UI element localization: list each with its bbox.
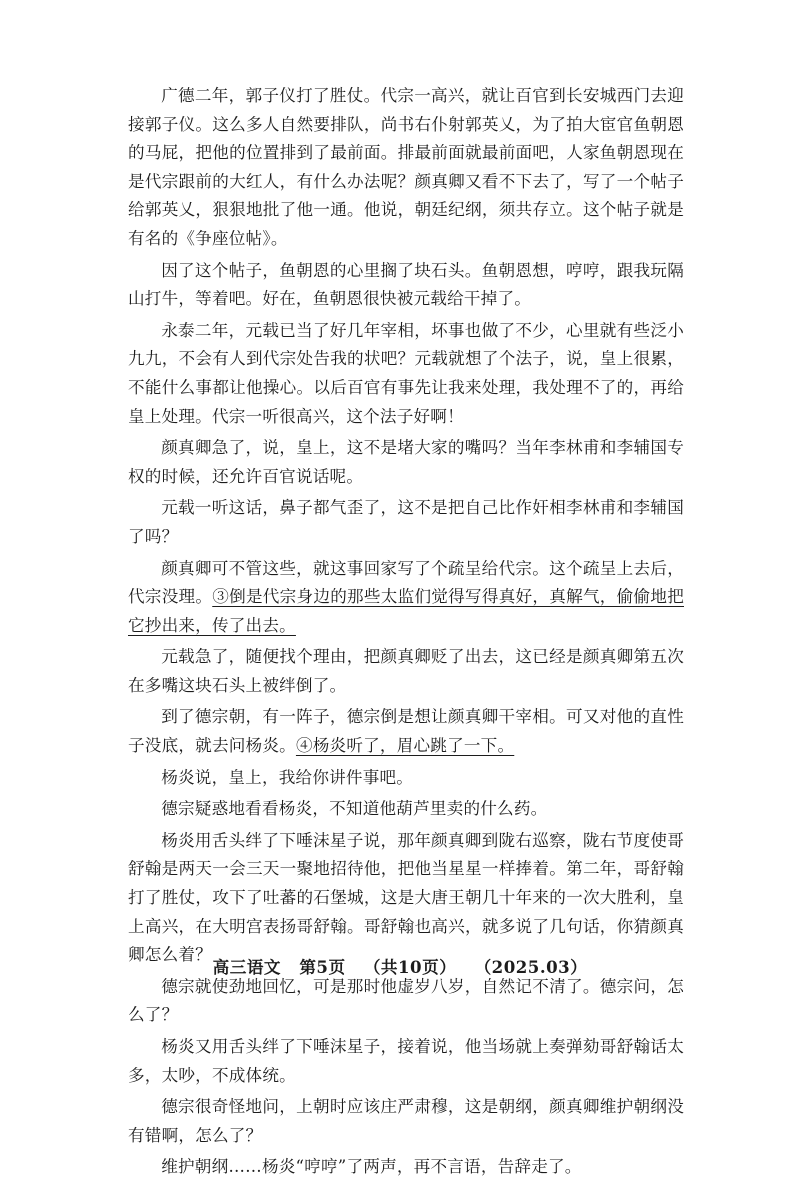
paragraph-15: 维护朝纲……杨炎“哼哼”了两声，再不言语，告辞走了。 [161,1157,582,1177]
paragraph-13: 杨炎又用舌头绊了下唾沫星子，接着说，他当场就上奏弹劾哥舒翰话太多，太吵，不成体统。 [128,1037,684,1085]
paragraph-14: 德宗很奇怪地问，上朝时应该庄严肃穆，这是朝纲，颜真卿维护朝纲没有错啊，怎么了？ [128,1097,684,1145]
page-footer [0,954,800,978]
paragraph-11: 杨炎用舌头绊了下唾沫星子说，那年颜真卿到陇右巡察，陇右节度使哥舒翰是两天一会三天一聚地招待他，把他当星星一样捧着。第二年，哥舒翰打了胜仗，攻下了吐蕃的石堡城，这是大唐王朝几十年来的一次大胜利，皇上高兴，在大明宫表扬哥舒翰。哥舒翰也高兴，就多说了几句话，你猜颜真卿怎么着？ [128,830,684,965]
paragraph-4: 颜真卿急了，说，皇上，这不是堵大家的嘴吗？当年李林甫和李辅国专权的时候，还允许百官说话呢。 [128,438,684,486]
paragraph-2: 因了这个帖子，鱼朝恩的心里搁了块石头。鱼朝恩想，哼哼，跟我玩隔山打牛，等着吧。好在，鱼朝恩很快被元载给干掉了。 [128,260,684,309]
paragraph-9: 杨炎说，皇上，我给你讲件事吧。 [161,767,414,787]
paragraph-3: 永泰二年，元载已当了好几年宰相，坏事也做了不少，心里就有些泛小九九，不会有人到代宗处告我的状吧？元载就想了个法子，说，皇上很累，不能什么事都让他操心。以后百官有事先让我来处理，我处理不了的，再给皇上处理。代宗一听很高兴，这个法子好啊！ [128,320,684,426]
paragraph-10: 德宗疑惑地看看杨炎，不知道他葫芦里卖的什么药。 [161,799,548,819]
paragraph-6: 颜真卿可不管这些，就这事回家写了个疏呈给代宗。这个疏呈上去后，代宗没理。③倒是代宗身边的那些太监们觉得写得真好，真解气，偷偷地把它抄出来，传了出去。 [128,558,684,635]
paragraph-7: 元载急了，随便找个理由，把颜真卿贬了出去，这已经是颜真卿第五次在多嘴这块石头上被绊倒了。 [128,647,684,695]
underlined-sentence-4: ④杨炎听了，眉心跳了一下。 [295,736,515,756]
underlined-sentence-3: ③倒是代宗身边的那些太监们觉得写得真好，真解气，偷偷地把它抄出来，传了出去。 [128,587,684,635]
paragraph-5: 元载一听这话，鼻子都气歪了，这不是把自己比作奸相李林甫和李辅国了吗？ [128,498,684,546]
footer-total-pages: （共10页） [363,957,457,977]
reading-passage [128,82,684,1185]
footer-date: （2025.03） [474,957,588,977]
paragraph-8: 到了德宗朝，有一阵子，德宗倒是想让颜真卿干宰相。可又对他的直性子没底，就去问杨炎。④杨炎听了，眉心跳了一下。 [128,707,684,756]
footer-page-number: 第5页 [299,957,346,977]
paragraph-1: 广德二年，郭子仪打了胜仗。代宗一高兴，就让百官到长安城西门去迎接郭子仪。这么多人自然要排队，尚书右仆射郭英乂，为了拍大宦官鱼朝恩的马屁，把他的位置排到了最前面。排最前面就最前面吧，人家鱼朝恩现在是代宗跟前的大红人，有什么办法呢？颜真卿又看不下去了，写了一个帖子给郭英乂，狠狠地批了他一通。他说，朝廷纪纲，须共存立。这个帖子就是有名的《争座位帖》。 [128,86,684,248]
footer-subject: 高三语文 [212,957,282,977]
paragraph-12: 德宗就使劲地回忆，可是那时他虚岁八岁，自然记不清了。德宗问，怎么了？ [128,976,684,1025]
